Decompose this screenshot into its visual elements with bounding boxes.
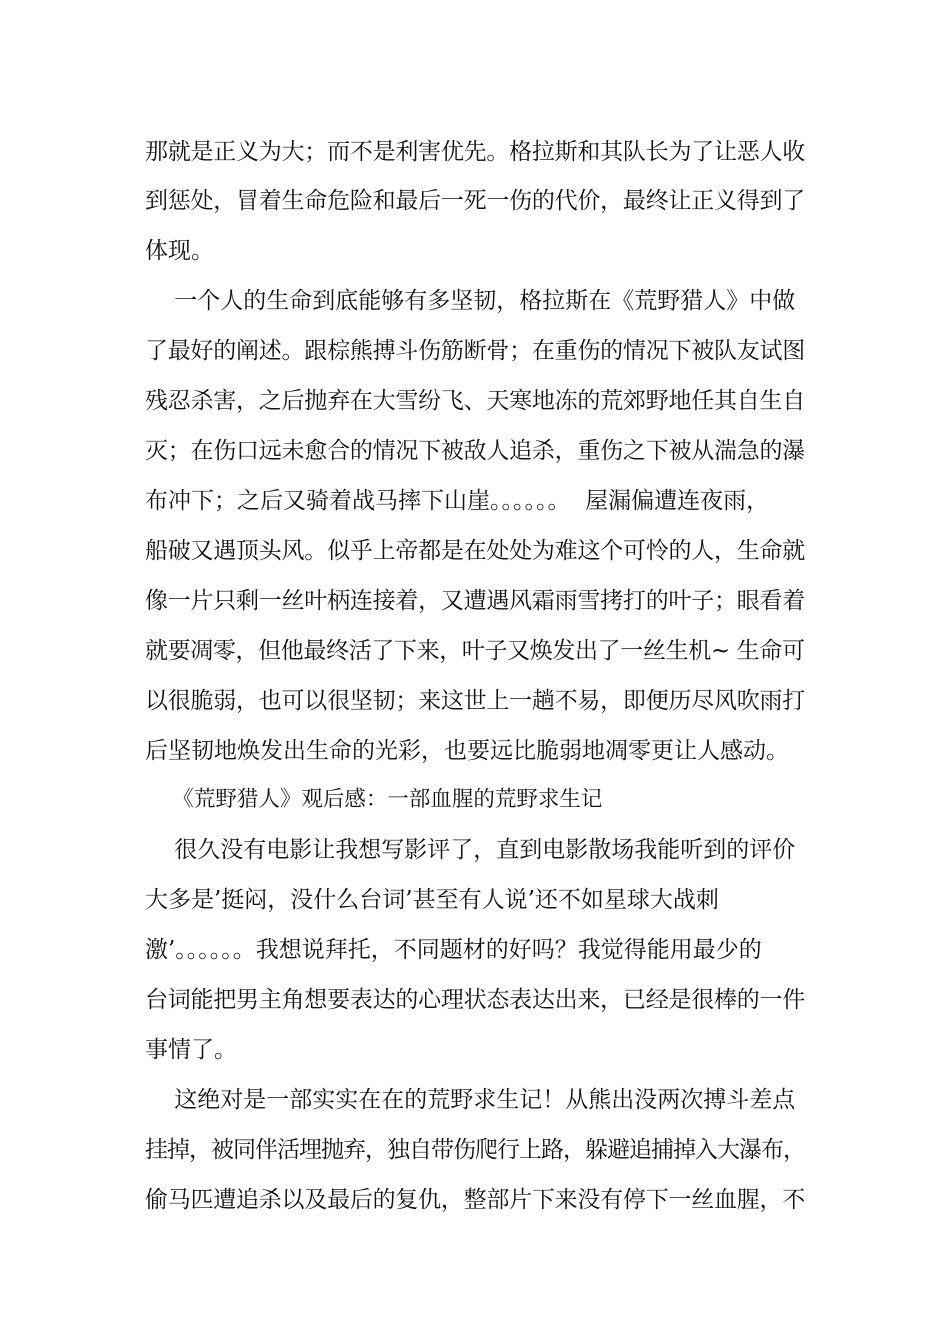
section-heading: 《荒野猎人》观后感：一部血腥的荒野求生记 xyxy=(145,787,603,812)
text-line: 那就是正义为大；而不是利害优先。格拉斯和其队长为了让恶人收 xyxy=(145,139,805,165)
text-line: 偷马匹遭追杀以及最后的复仇，整部片下来没有停下一丝血腥，不 xyxy=(145,1187,805,1213)
text-line: 就要凋零，但他最终活了下来，叶子又焕发出了一丝生机~ 生命可 xyxy=(145,638,805,664)
text-line: 挂掉，被同伴活埋抛弃，独自带伤爬行上路，躲避追捕掉入大瀑布， xyxy=(145,1137,805,1163)
text-line: 到惩处，冒着生命危险和最后一死一伤的代价，最终让正义得到了 xyxy=(145,188,805,214)
text-line: 灭；在伤口远未愈合的情况下被敌人追杀，重伤之下被从湍急的瀑 xyxy=(145,438,805,464)
text-line: 布冲下；之后又骑着战马摔下山崖。。。。。。 屋漏偏遭连夜雨， xyxy=(145,488,770,514)
text-line: 船破又遇顶头风。似乎上帝都是在处处为难这个可怜的人，生命就 xyxy=(145,538,805,564)
text-line: 很久没有电影让我想写影评了，直到电影散场我能听到的评价 xyxy=(145,837,796,863)
text-line: 大多是’挺闷，没什么台词’甚至有人说’还不如星球大战刺 xyxy=(145,887,719,913)
text-line: 残忍杀害，之后抛弃在大雪纷飞、天寒地冻的荒郊野地任其自生自 xyxy=(145,388,805,414)
text-line: 激’。。。。。。我想说拜托，不同题材的好吗？我觉得能用最少的 xyxy=(145,937,762,963)
text-line: 像一片只剩一丝叶柄连接着，又遭遇风霜雨雪拷打的叶子；眼看着 xyxy=(145,588,805,614)
text-line: 后坚韧地焕发出生命的光彩，也要远比脆弱地凋零更让人感动。 xyxy=(145,738,789,764)
text-line: 事情了。 xyxy=(145,1037,237,1063)
text-line: 一个人的生命到底能够有多坚韧，格拉斯在《荒野猎人》中做 xyxy=(145,288,796,314)
text-line: 这绝对是一部实实在在的荒野求生记！从熊出没两次搏斗差点 xyxy=(145,1087,796,1113)
text-line: 以很脆弱，也可以很坚韧；来这世上一趟不易，即便历尽风吹雨打 xyxy=(145,688,805,714)
text-line: 体现。 xyxy=(145,238,214,264)
document-body xyxy=(145,0,805,1344)
text-line: 了最好的阐述。跟棕熊搏斗伤筋断骨；在重伤的情况下被队友试图 xyxy=(145,338,805,364)
text-line: 台词能把男主角想要表达的心理状态表达出来，已经是很棒的一件 xyxy=(145,987,805,1013)
